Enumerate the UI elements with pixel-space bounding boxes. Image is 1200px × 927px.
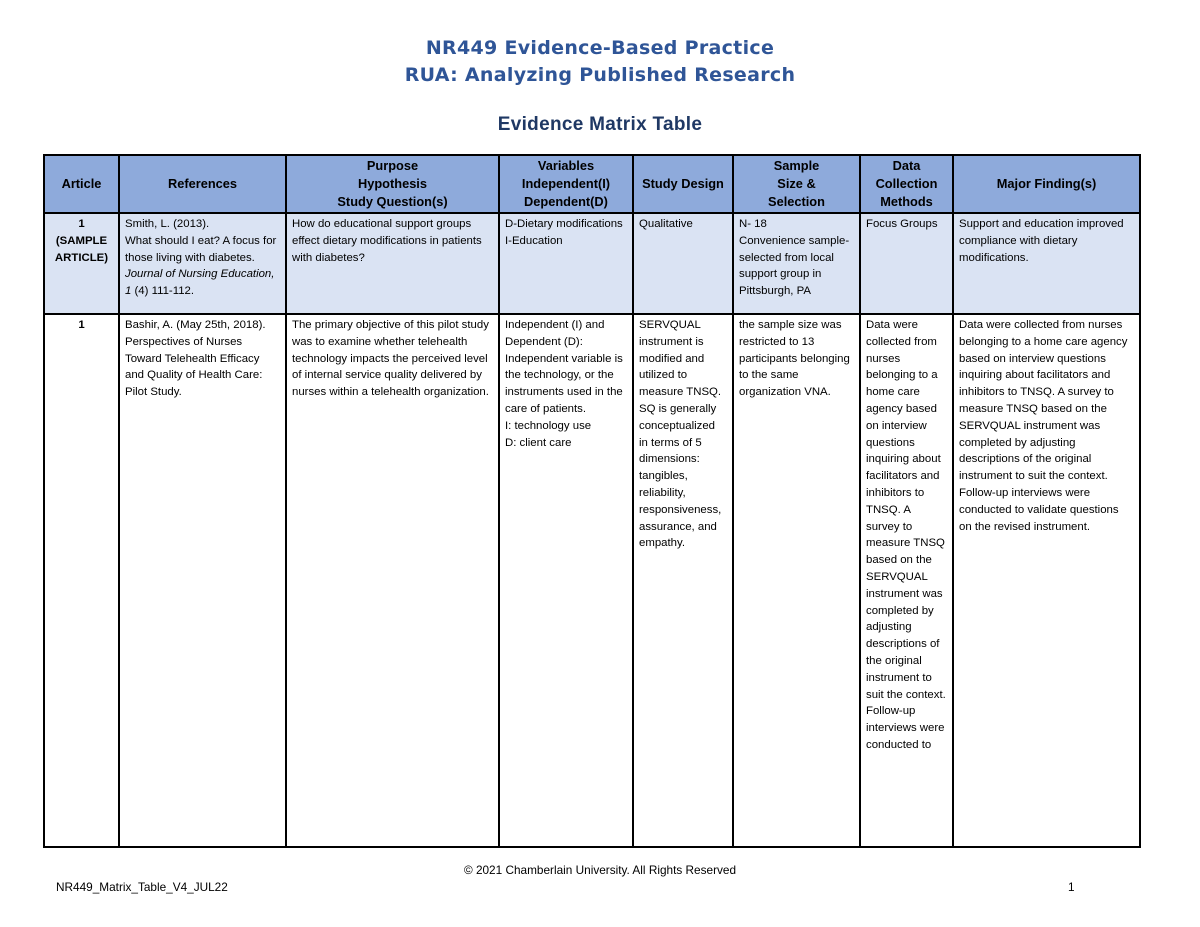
page-number: 1 (1068, 880, 1075, 894)
article-row (44, 314, 1140, 847)
col-header-purpose: Purpose Hypothesis Study Question(s) (286, 155, 499, 213)
variables-cell: Independent (I) and Dependent (D): Independent variable is the technology, or the instruments used in the care of patients. I: technology use D: client care (499, 314, 633, 847)
col-header-variables: Variables Independent(I) Dependent(D) (499, 155, 633, 213)
sample-methods-cell: Focus Groups (860, 213, 953, 314)
evidence-matrix-table (43, 154, 1141, 848)
sample-design-cell: Qualitative (633, 213, 733, 314)
sample-article-cell: 1 (SAMPLE ARTICLE) (44, 213, 119, 314)
major-findings-cell: Data were collected from nurses belonging to a home care agency based on interview questions inquiring about facilitators and inhibitors to TNSQ. A survey to measure TNSQ based on the SERVQUAL instrument was completed by adjusting descriptions of the original instrument to suit the context. Follow-up interviews were conducted to validate questions on the revised instrument. (953, 314, 1140, 847)
sample-article-row (44, 213, 1140, 314)
col-header-major-findings: Major Finding(s) (953, 155, 1140, 213)
copyright-notice: © 2021 Chamberlain University. All Rights Reserved (463, 863, 737, 877)
col-header-references: References (119, 155, 286, 213)
article-number-cell: 1 (44, 314, 119, 847)
sample-findings-cell: Support and education improved compliance with dietary modifications. (953, 213, 1140, 314)
table-title: Evidence Matrix Table (497, 114, 703, 135)
data-collection-cell: Data were collected from nurses belonging to a home care agency based on interview questions inquiring about facilitators and inhibitors to TNSQ. A survey to measure TNSQ based on the SERVQUAL instrument was completed by adjusting descriptions of the original instrument to suit the context. Follow-up interviews were conducted to (860, 314, 953, 847)
sample-cell: the sample size was restricted to 13 participants belonging to the same organization VNA. (733, 314, 860, 847)
purpose-cell: The primary objective of this pilot study was to examine whether telehealth technology impacts the perceived level of internal service quality delivered by nurses within a telehealth organization. (286, 314, 499, 847)
reference-cell: Bashir, A. (May 25th, 2018). Perspectives of Nurses Toward Telehealth Efficacy and Quality of Health Care: Pilot Study. (119, 314, 286, 847)
sample-reference-cell: Smith, L. (2013). What should I eat? A focus for those living with diabetes. Journal of Nursing Education, 1 (4) 111-112. (119, 213, 286, 314)
sample-purpose-cell: How do educational support groups effect dietary modifications in patients with diabetes? (286, 213, 499, 314)
course-title: NR449 Evidence-Based Practice (425, 37, 775, 59)
sample-size-cell: N- 18 Convenience sample-selected from local support group in Pittsburgh, PA (733, 213, 860, 314)
col-header-study-design: Study Design (633, 155, 733, 213)
header-row (44, 155, 1140, 213)
study-design-cell: SERVQUAL instrument is modified and utilized to measure TNSQ. SQ is generally conceptualized in terms of 5 dimensions: tangibles, reliability, responsiveness, assurance, and empathy. (633, 314, 733, 847)
document-id: NR449_Matrix_Table_V4_JUL22 (56, 880, 228, 894)
assignment-title: RUA: Analyzing Published Research (404, 64, 796, 86)
col-header-data-collection: Data Collection Methods (860, 155, 953, 213)
col-header-sample: Sample Size & Selection (733, 155, 860, 213)
sample-variables-cell: D-Dietary modifications I-Education (499, 213, 633, 314)
col-header-article: Article (44, 155, 119, 213)
